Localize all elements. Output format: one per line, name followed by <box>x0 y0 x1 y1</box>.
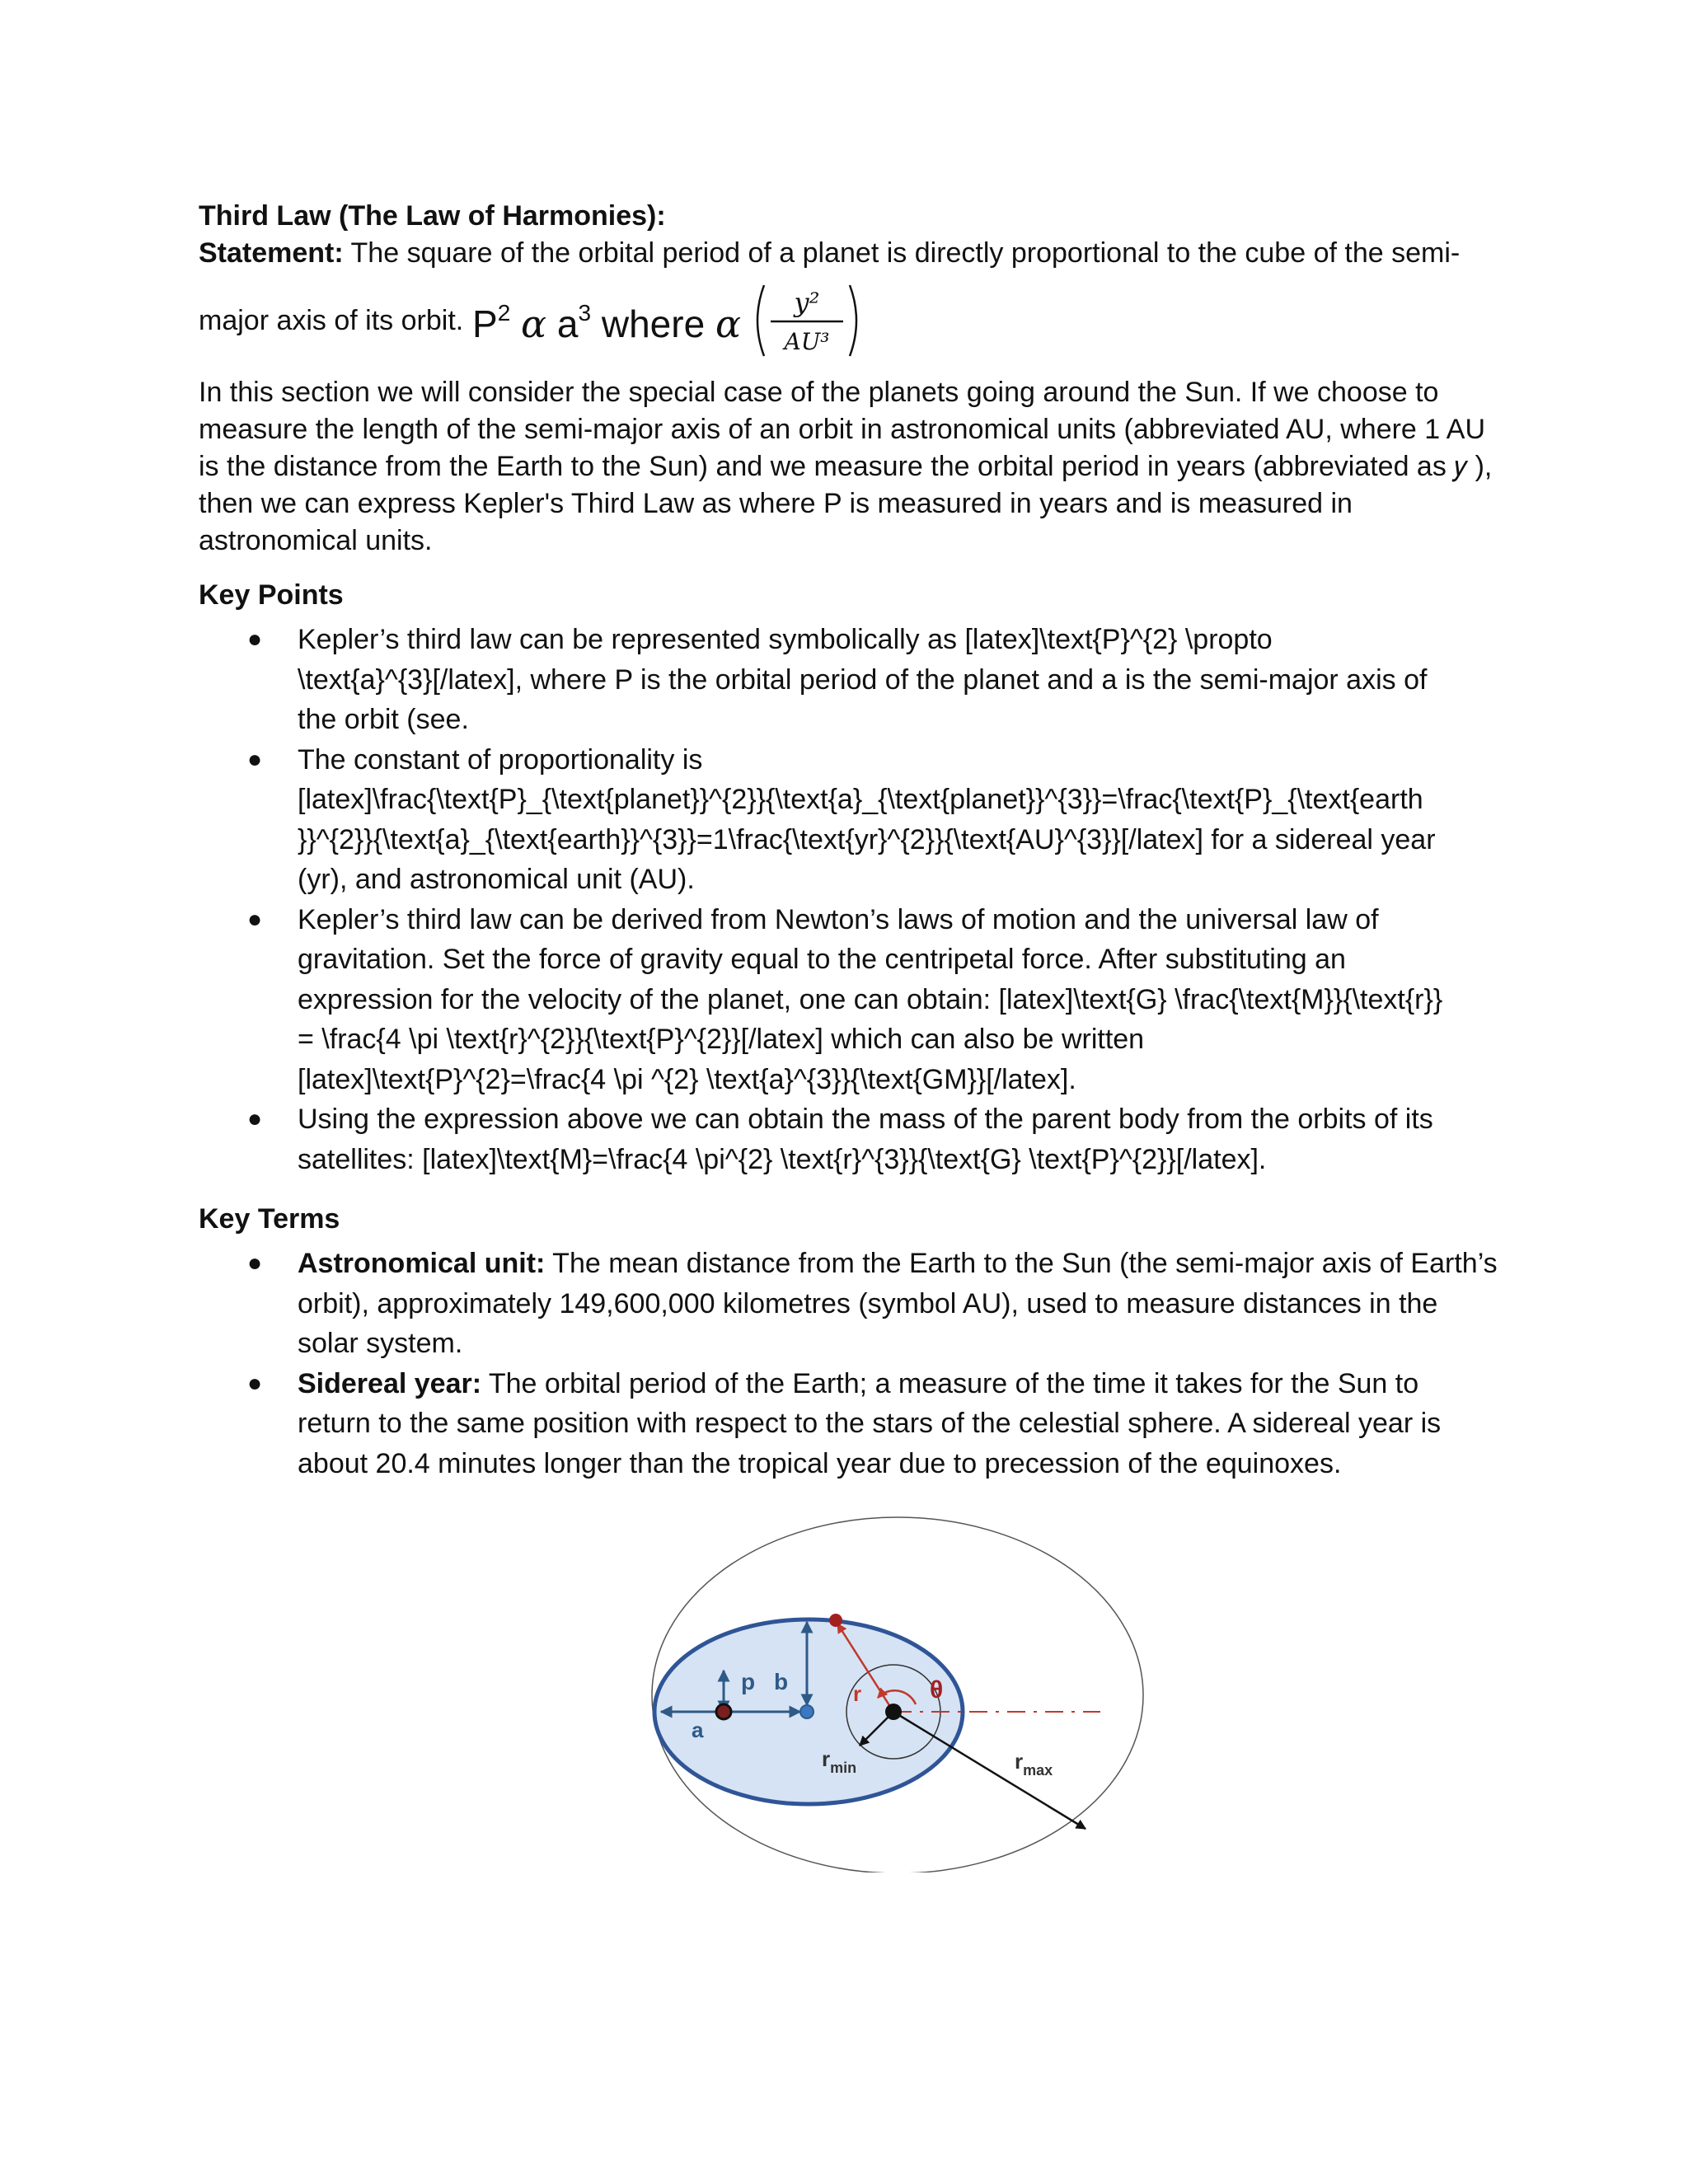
list-item-line: gravitation. Set the force of gravity equal to the centripetal force. After substituting an <box>298 944 1346 975</box>
list-item-line: Kepler’s third law can be derived from Newton’s laws of motion and the universal law of <box>298 903 1379 935</box>
label-a: a <box>692 1718 704 1742</box>
list-item-line: Kepler’s third law can be represented symbolically as [latex]\text{P}^{2} \propto <box>298 624 1273 655</box>
list-item-line <box>298 1364 1501 1404</box>
list-item-line <box>298 1244 1501 1284</box>
intro-line: In this section we will consider the special case of the planets going around the Sun. If we choose to <box>199 377 1439 408</box>
orbit-diagram <box>639 1510 1150 1872</box>
list-item-line: return to the same position with respect to the stars of the celestial sphere. A sidereal year is <box>298 1408 1442 1439</box>
formula-where: where <box>601 302 706 345</box>
list-item-line: Using the expression above we can obtain the mass of the parent body from the orbits of its <box>298 1104 1433 1135</box>
kepler-formula <box>472 290 741 347</box>
list-item <box>199 740 1501 900</box>
list-item-line: about 20.4 minutes longer than the tropical year due to precession of the equinoxes. <box>298 1447 1342 1479</box>
label-p: p <box>741 1669 756 1694</box>
intro-line: measure the length of the semi-major axis of an orbit in astronomical units (abbreviated AU, where 1 AU <box>199 414 1485 445</box>
bullet-icon: ● <box>247 905 263 933</box>
statement-label: Statement: <box>199 237 344 269</box>
list-item-line: solar system. <box>298 1328 463 1359</box>
focus-point <box>800 1705 814 1718</box>
intro-paragraph <box>199 374 1501 560</box>
list-item <box>199 1364 1501 1484</box>
list-item-line: \text{a}^{3}[/latex], where P is the orbital period of the planet and a is the semi-major axis of <box>298 663 1428 696</box>
proportionality-fraction <box>749 275 865 366</box>
list-item <box>199 1244 1501 1364</box>
formula-alpha-1: α <box>521 302 547 346</box>
statement-formula-line <box>199 284 1501 355</box>
term-astronomical-unit: Astronomical unit: <box>298 1248 546 1279</box>
list-item-line: orbit), approximately 149,600,000 kilometres (symbol AU), used to measure distances in the <box>298 1287 1438 1319</box>
term-definition: The mean distance from the Earth to the Sun (the semi-major axis of Earth’s <box>545 1248 1498 1279</box>
intro-line: is the distance from the Earth to the Sun) and we measure the orbital period in years (abbreviated as 𝑦 ), <box>199 451 1493 482</box>
statement-text-1: The square of the orbital period of a planet is directly proportional to the cube of the semi- <box>343 237 1461 269</box>
formula-alpha-2: α <box>715 302 742 346</box>
key-terms-heading: Key Terms <box>199 1203 340 1235</box>
intro-line: then we can express Kepler's Third Law as where P is measured in years and is measured in <box>199 488 1353 519</box>
key-points-section <box>199 574 1501 1179</box>
bullet-icon: ● <box>247 1369 263 1397</box>
list-item-line: }}^{2}}{\text{a}_{\text{earth}}^{3}}=1\frac{\text{yr}^{2}}{\text{AU}^{3}}[/latex] for a sidereal year <box>298 823 1436 855</box>
list-item <box>199 900 1501 1100</box>
center-point <box>716 1704 731 1719</box>
key-terms-section <box>199 1197 1501 1483</box>
list-item-line: expression for the velocity of the planet, one can obtain: [latex]\text{G} \frac{\text{M}}{\text{r}} <box>298 983 1443 1015</box>
list-item-line: the orbit (see. <box>298 704 469 735</box>
formula-p: P <box>472 302 498 345</box>
planet-point <box>829 1614 842 1627</box>
bullet-icon: ● <box>247 1105 263 1132</box>
list-item-line: (yr), and astronomical unit (AU). <box>298 864 695 895</box>
list-item <box>199 1099 1501 1179</box>
label-r: r <box>853 1681 862 1706</box>
label-theta: θ <box>930 1676 944 1704</box>
statement-text-2: major axis of its orbit. <box>199 305 464 336</box>
formula-exp-3: 3 <box>578 300 592 326</box>
bullet-icon: ● <box>247 1249 263 1277</box>
fraction-numerator: y² <box>794 287 820 318</box>
formula-exp-2: 2 <box>497 300 511 326</box>
key-points-list <box>199 620 1501 1179</box>
right-paren <box>850 285 856 356</box>
list-item-line: [latex]\text{P}^{2}=\frac{4 \pi ^{2} \text{a}^{3}}{\text{GM}}[/latex]. <box>298 1063 1076 1095</box>
left-paren <box>757 285 764 356</box>
key-terms-list <box>199 1244 1501 1483</box>
section-heading-third-law: Third Law (The Law of Harmonies): <box>199 200 666 232</box>
list-item-line: The constant of proportionality is <box>298 743 703 776</box>
key-points-heading: Key Points <box>199 579 344 611</box>
list-item-line: = \frac{4 \pi \text{r}^{2}}{\text{P}^{2}}[/latex] which can also be written <box>298 1024 1145 1055</box>
bullet-icon: ● <box>247 626 263 653</box>
label-b: b <box>774 1669 789 1694</box>
list-item <box>199 620 1501 740</box>
list-item-line: satellites: [latex]\text{M}=\frac{4 \pi^{2} \text{r}^{3}}{\text{G} \text{P}^{2}}[/latex]. <box>298 1143 1267 1175</box>
sun-focus-point <box>885 1704 902 1720</box>
label-rmax: $r_{max}$ <box>1015 1749 1053 1779</box>
term-sidereal-year: Sidereal year: <box>298 1367 482 1399</box>
bullet-icon: ● <box>247 745 263 773</box>
statement-line-1 <box>199 235 1501 272</box>
fraction-denominator: AU³ <box>784 328 830 355</box>
label-rmin: $r_{min}$ <box>822 1746 857 1776</box>
term-definition: The orbital period of the Earth; a measure of the time it takes for the Sun to <box>481 1367 1419 1399</box>
formula-a: a <box>556 302 579 345</box>
document-body <box>199 198 1501 1483</box>
intro-line: astronomical units. <box>199 525 433 556</box>
list-item-line: [latex]\frac{\text{P}_{\text{planet}}^{2}}{\text{a}_{\text{planet}}^{3}}=\frac{\text{P}_{\text{earth <box>298 784 1423 815</box>
